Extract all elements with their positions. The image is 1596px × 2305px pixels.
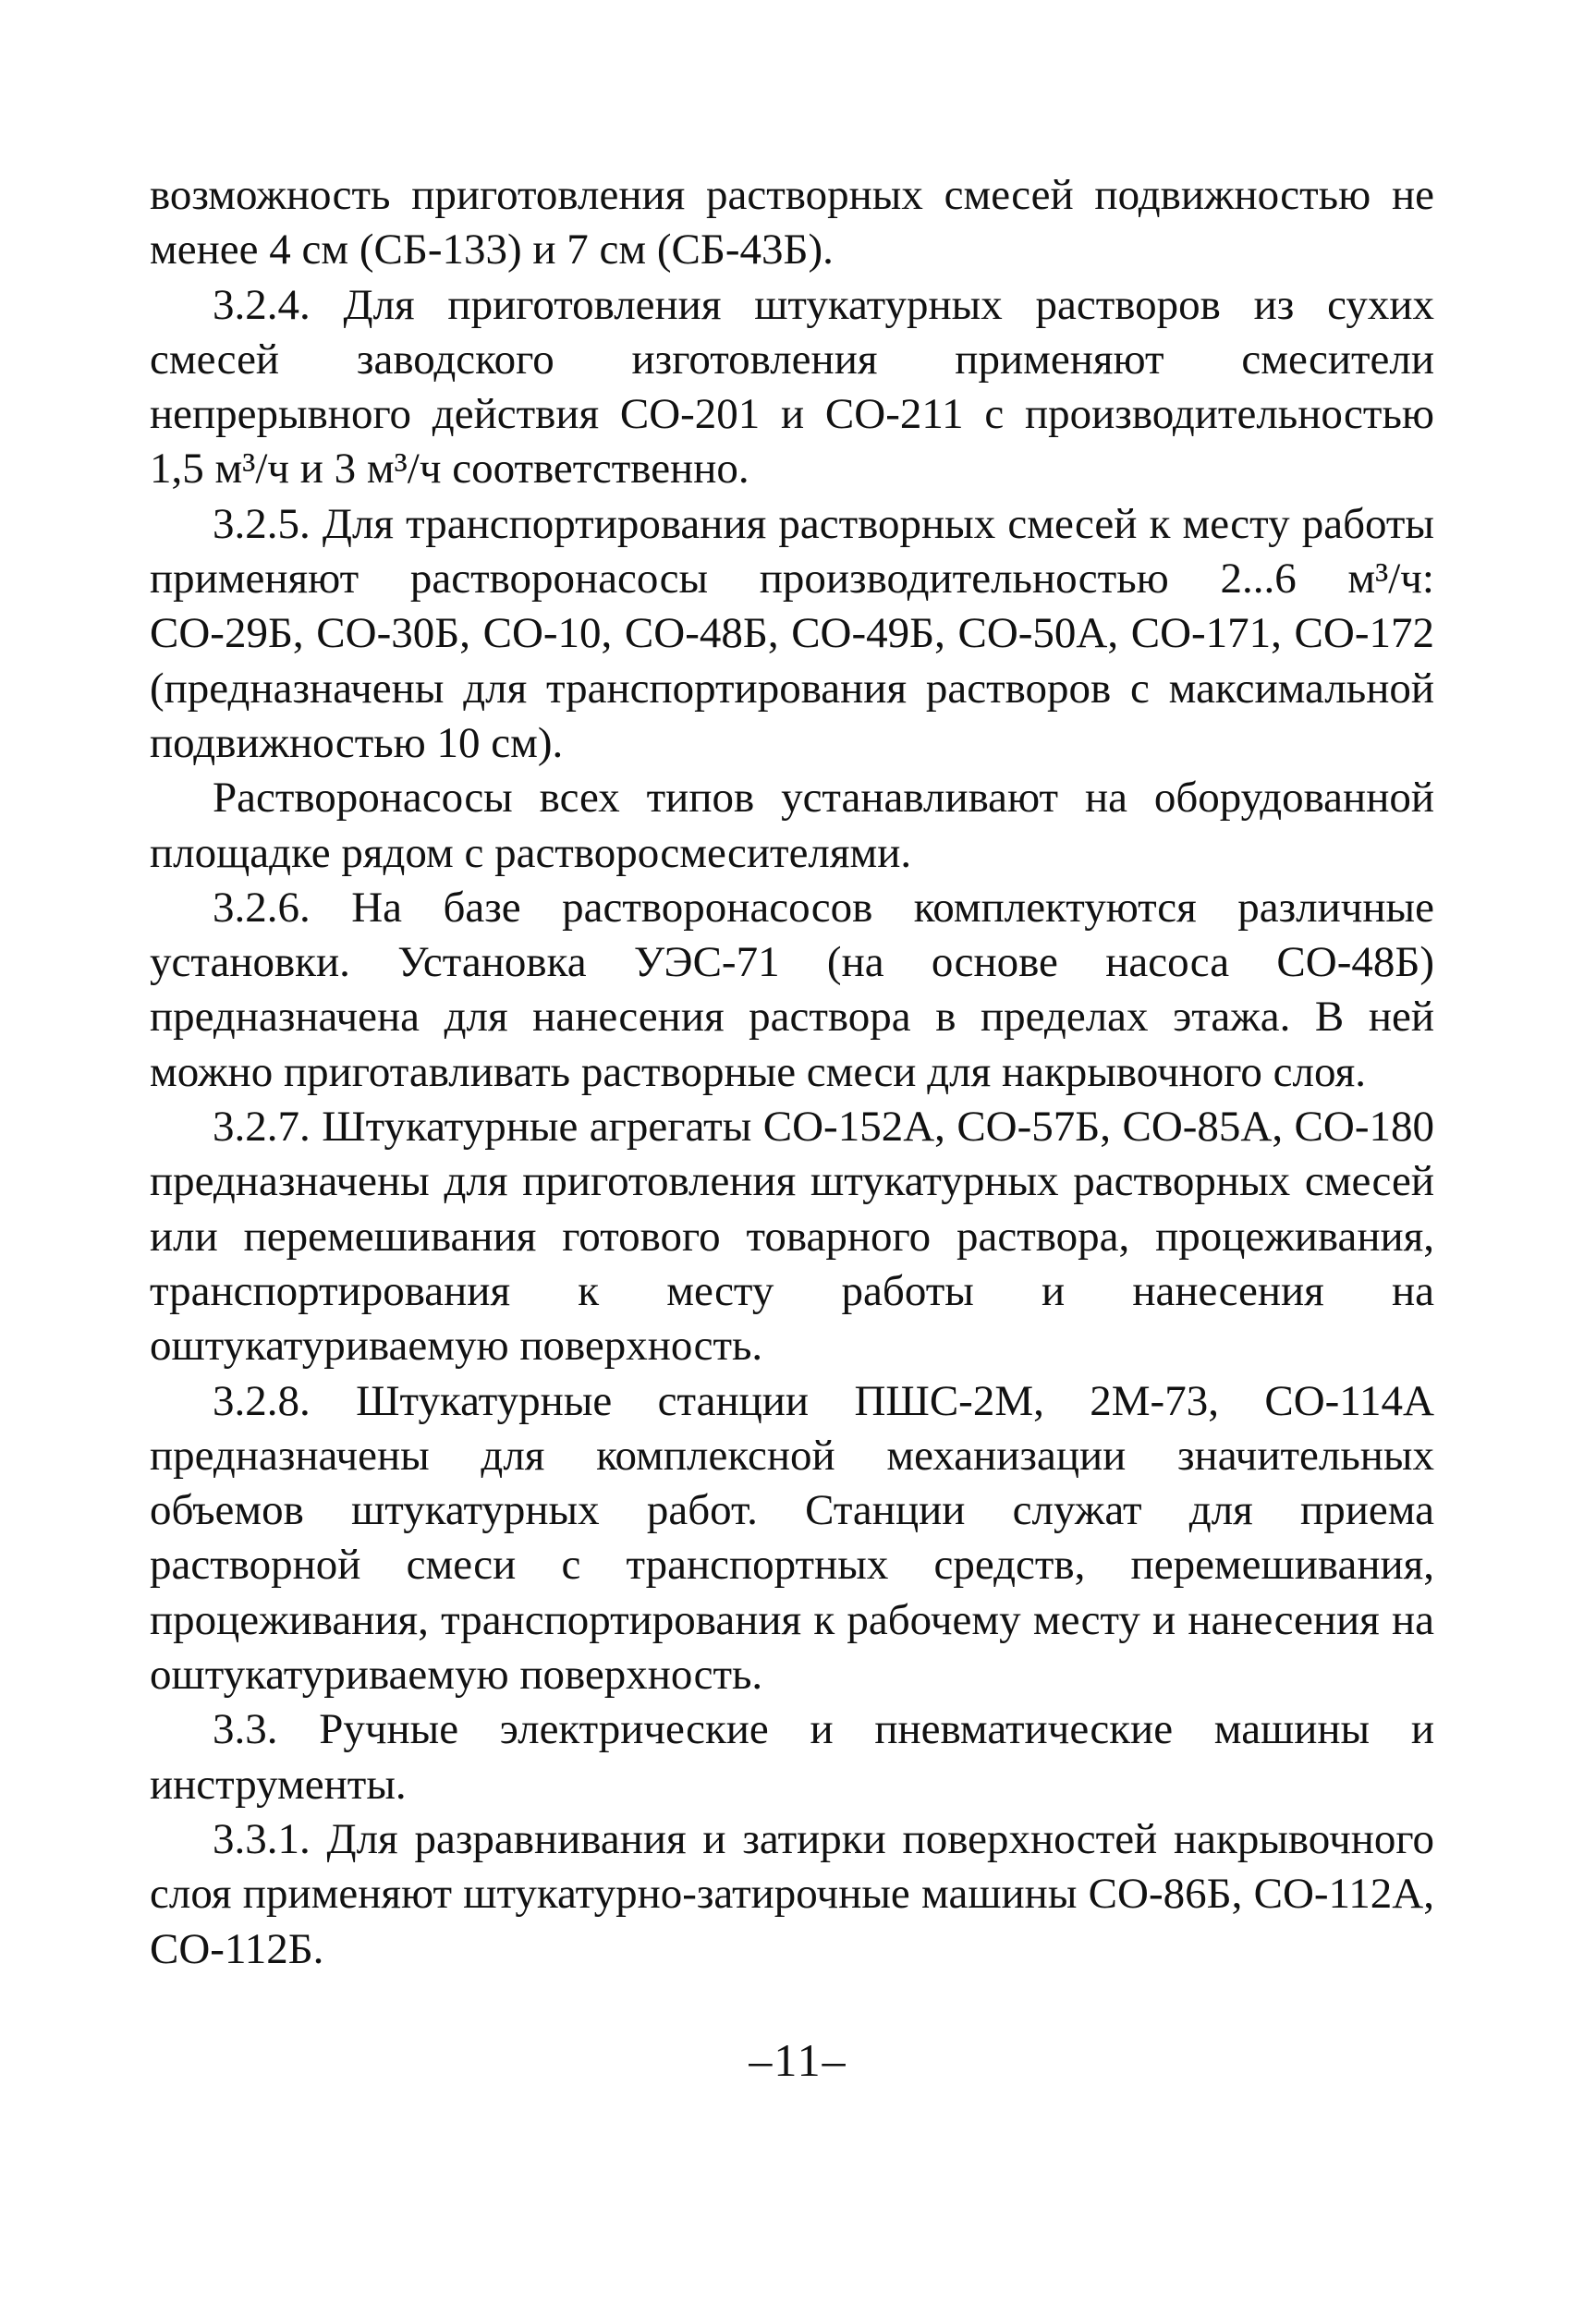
- paragraph-3-3: 3.3. Ручные электрические и пневматические машины и инструменты.: [150, 1705, 1434, 1809]
- paragraph-3-2-4: 3.2.4. Для приготовления штукатурных растворов из сухих смесей заводского изготовления применяют смесители непрерывного действия СО-201 и СО-211 с производительностью 1,5 м³/ч и 3 м³/ч соответственно.: [150, 280, 1434, 494]
- paragraph-3-2-7: 3.2.7. Штукатурные агрегаты СО-152А, СО-57Б, СО-85А, СО-180 предназначены для приготовления штукатурных растворных смесей или перемешивания готового товарного раствора, процеживания, транспортирования к месту работы и нанесения на оштукатуриваемую поверхность.: [150, 1103, 1434, 1371]
- page-number: –11–: [749, 2034, 847, 2086]
- body-text: [150, 168, 1434, 1977]
- paragraph-3-2-5: 3.2.5. Для транспортирования растворных смесей к месту работы применяют растворонасосы производительностью 2...6 м³/ч: СО-29Б, СО-30Б, СО-10, СО-48Б, СО-49Б, СО-50А, СО-171, СО-172 (предназначены для транспортирования растворов с максимальной подвижностью 10 см).: [150, 499, 1434, 767]
- paragraph-3-2-8: 3.2.8. Штукатурные станции ПШС-2М, 2М-73, СО-114А предназначены для комплексной механизации значительных объемов штукатурных работ. Станции служат для приема растворной смеси с транспортных средств, перемешивания, процеживания, транспортирования к рабочему месту и нанесения на оштукатуриваемую поверхность.: [150, 1376, 1434, 1700]
- paragraph-3-3-1: 3.3.1. Для разравнивания и затирки поверхностей накрывочного слоя применяют штукатурно-затирочные машины СО-86Б, СО-112А, СО-112Б.: [150, 1814, 1434, 1973]
- paragraph-pumps-installation: Растворонасосы всех типов устанавливают на оборудованной площадке рядом с растворосмесителями.: [150, 774, 1434, 877]
- paragraph-3-2-6: 3.2.6. На базе растворонасосов комплектуются различные установки. Установка УЭС-71 (на основе насоса СО-48Б) предназначена для нанесения раствора в пределах этажа. В ней можно приготавливать растворные смеси для накрывочного слоя.: [150, 883, 1434, 1096]
- paragraph-continuation: возможность приготовления растворных смесей подвижностью не менее 4 см (СБ-133) и 7 см (СБ-43Б).: [150, 171, 1434, 274]
